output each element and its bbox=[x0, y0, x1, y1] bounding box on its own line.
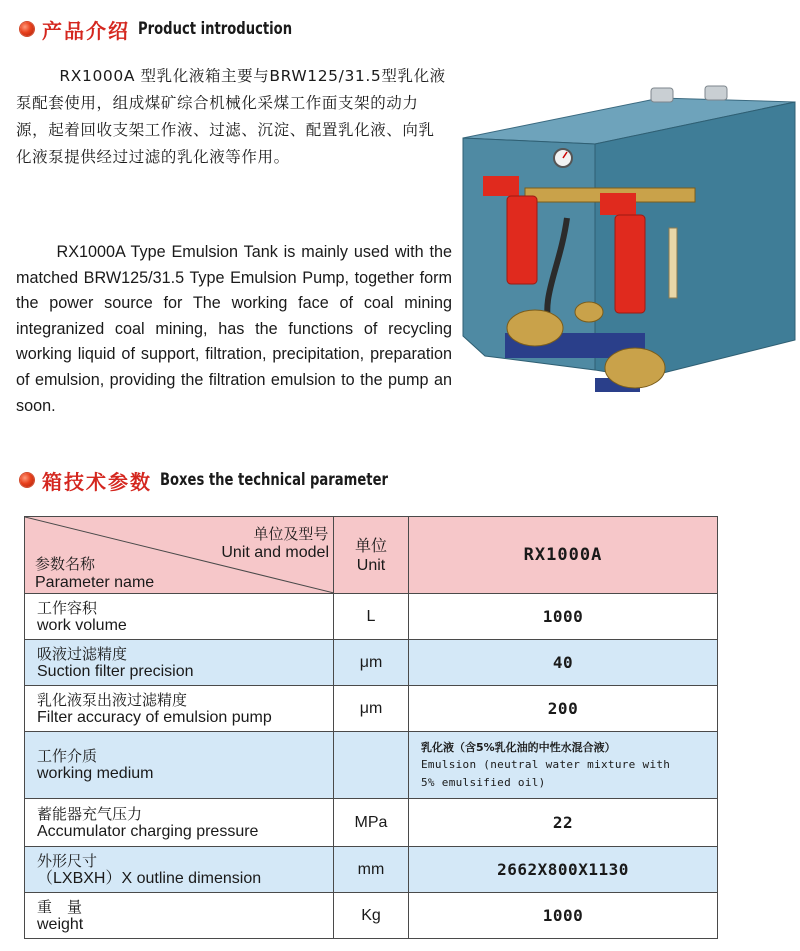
value-cell: 200 bbox=[409, 686, 718, 732]
medium-value-en-line1: Emulsion (neutral water mixture with bbox=[421, 758, 671, 771]
param-en: Accumulator charging pressure bbox=[37, 822, 259, 840]
medium-value-en-line2: 5% emulsified oil) bbox=[421, 776, 546, 789]
diagonal-header-cell bbox=[25, 517, 334, 594]
value-cell: 1000 bbox=[409, 594, 718, 640]
unit-cell: μm bbox=[334, 640, 409, 686]
section-heading-tech-params bbox=[20, 465, 425, 495]
medium-value-cn: 乳化液（含5%乳化油的中性水混合液） bbox=[421, 741, 616, 754]
table-row bbox=[25, 847, 718, 893]
param-cn: 外形尺寸 bbox=[37, 851, 98, 870]
unit-cell bbox=[334, 732, 409, 799]
section-title-en: Boxes the technical parameter bbox=[160, 470, 389, 490]
intro-paragraph-cn: RX1000A 型乳化液箱主要与BRW125/31.5型乳化液泵配套使用，组成煤矿综合机械化采煤工作面支架的动力源，起着回收支架工作液、过滤、沉淀、配置乳化液、向乳化液泵提供经过过滤的乳化液等作用。 bbox=[16, 67, 446, 166]
table-row bbox=[25, 686, 718, 732]
table-row bbox=[25, 732, 718, 799]
param-en: Filter accuracy of emulsion pump bbox=[37, 708, 272, 726]
param-en: Suction filter precision bbox=[37, 662, 194, 680]
unit-header-en: Unit bbox=[356, 556, 386, 574]
param-cn: 重 量 bbox=[37, 897, 83, 916]
unit-cell: L bbox=[334, 594, 409, 640]
intro-paragraph-en: RX1000A Type Emulsion Tank is mainly used with the matched BRW125/31.5 Type Emulsion Pump, together form the power source for The working face of coal mining integranized coal mining, has the functions of recycling working liquid of support, filtration, precipitation, preparation of emulsion, providing the filtration emulsion to the pump an soon. bbox=[16, 243, 452, 415]
unit-header-cell bbox=[334, 517, 409, 594]
param-en: working medium bbox=[37, 765, 154, 782]
unit-cell: μm bbox=[334, 686, 409, 732]
param-cn: 吸液过滤精度 bbox=[37, 644, 128, 663]
bullet-icon bbox=[20, 22, 34, 36]
param-en: （LXBXH）X outline dimension bbox=[37, 869, 262, 887]
section-heading-product-intro bbox=[20, 14, 317, 44]
unit-model-cn: 单位及型号 bbox=[253, 525, 329, 543]
value-cell: 22 bbox=[409, 799, 718, 847]
param-en: weight bbox=[37, 915, 84, 933]
value-cell: 2662X800X1130 bbox=[409, 847, 718, 893]
section-title-cn: 产品介绍 bbox=[42, 18, 130, 43]
unit-cell: Kg bbox=[334, 893, 409, 939]
model-header-cell: RX1000A bbox=[409, 517, 718, 594]
param-cn: 工作容积 bbox=[37, 598, 98, 617]
bullet-icon bbox=[20, 473, 34, 487]
table-header-row bbox=[25, 517, 718, 594]
table-row bbox=[25, 799, 718, 847]
technical-parameter-table bbox=[24, 516, 718, 939]
unit-header-cn: 单位 bbox=[354, 535, 387, 555]
param-name-cn: 参数名称 bbox=[35, 555, 96, 573]
unit-model-en: Unit and model bbox=[221, 544, 329, 561]
value-cell: 40 bbox=[409, 640, 718, 686]
table-row bbox=[25, 893, 718, 939]
table-row bbox=[25, 594, 718, 640]
param-cn: 乳化液泵出液过滤精度 bbox=[37, 690, 188, 709]
unit-cell: MPa bbox=[334, 799, 409, 847]
section-title-cn: 箱技术参数 bbox=[42, 469, 152, 494]
emulsion-tank-photo bbox=[455, 78, 800, 423]
param-en: work volume bbox=[37, 616, 127, 634]
unit-cell: mm bbox=[334, 847, 409, 893]
param-name-en: Parameter name bbox=[35, 574, 155, 591]
param-cn: 蓄能器充气压力 bbox=[37, 804, 143, 823]
section-title-en: Product introduction bbox=[138, 19, 293, 39]
param-cn: 工作介质 bbox=[37, 747, 98, 765]
value-cell-medium bbox=[409, 732, 718, 799]
table-row bbox=[25, 640, 718, 686]
value-cell: 1000 bbox=[409, 893, 718, 939]
